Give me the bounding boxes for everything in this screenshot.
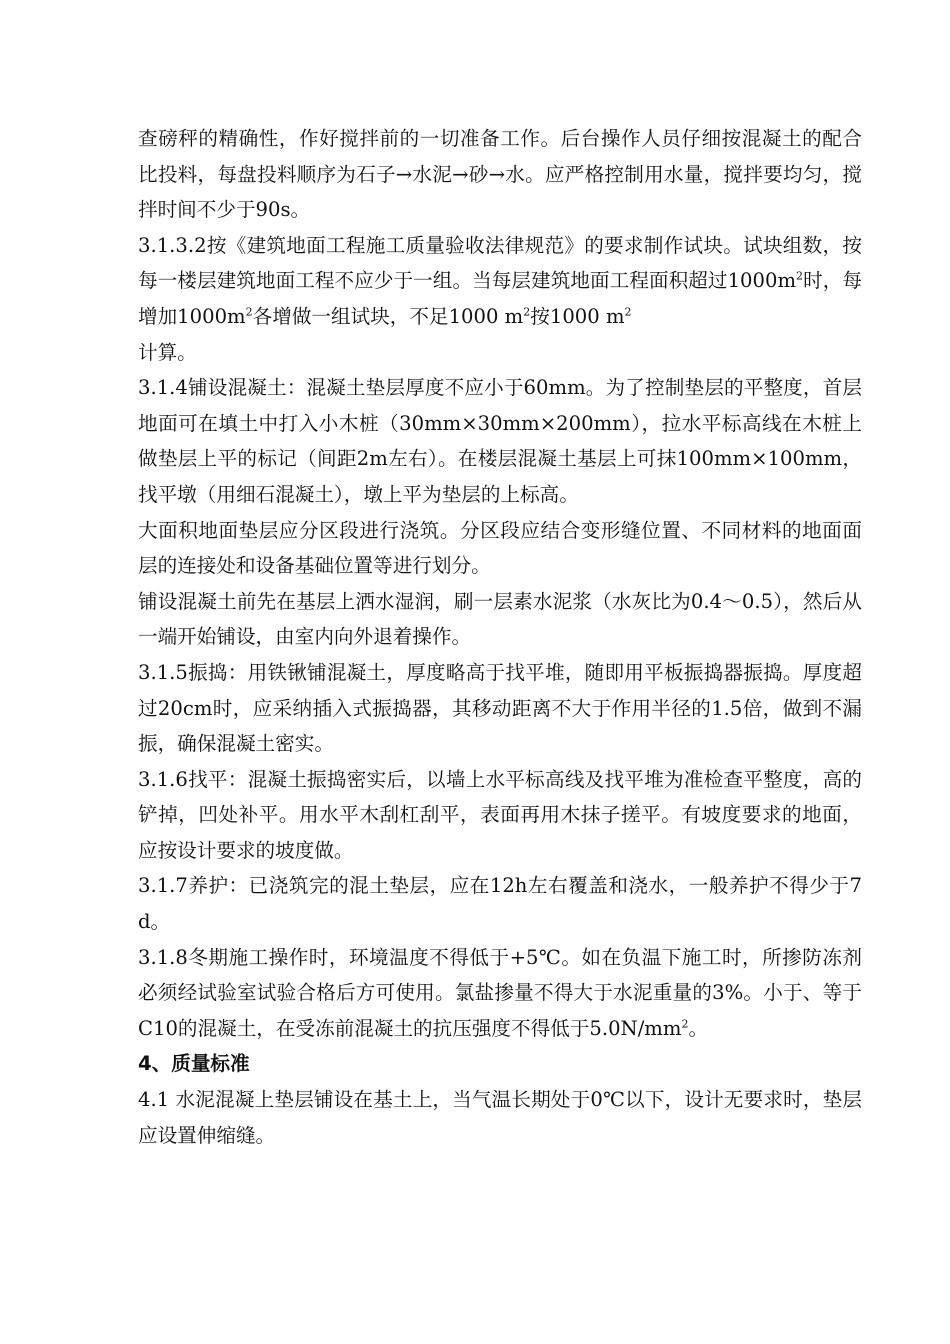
paragraph-text: 3.1.4铺设混凝土：混凝土垫层厚度不应小于60mm。为了控制垫层的平整度，首层地面可在填土中打入小木桩（30mm×30mm×200mm），拉水平标高线在木桩上做垫层上平的标记（间距2m左右）。在楼层混凝土基层上可抹100mm×100mm，找平墩（用细石混凝土），墩上平为垫层的上标高。: [138, 376, 862, 506]
superscript-square: 2: [681, 1017, 689, 1031]
paragraph-winter-construction: [138, 940, 862, 1047]
paragraph-text: 大面积地面垫层应分区段进行浇筑。分区段应结合变形缝位置、不同材料的地面面层的连接处和设备基础位置等进行划分。: [138, 518, 862, 578]
paragraph-text: 时，每增加1000m: [138, 269, 862, 328]
paragraph-test-block: [138, 228, 862, 370]
superscript-square: 2: [796, 269, 804, 283]
heading-text: 4、质量标准: [138, 1052, 250, 1076]
paragraph-curing: [138, 868, 862, 939]
paragraph-text: 3.1.8冬期施工操作时，环境温度不得低于+5℃。如在负温下施工时，所掺防冻剂必须经试验室试验合格后方可使用。氯盐掺量不得大于水泥重量的3%。小于、等于C10的混凝土，在受冻前混凝土的抗压强度不得低于5.0N/mm: [138, 945, 862, 1040]
paragraph-text: 查磅秤的精确性，作好搅拌前的一切准备工作。后台操作人员仔细按混凝土的配合比投料，每盘投料顺序为石子→水泥→砂→水。应严格控制用水量，搅拌要均匀，搅拌时间不少于90s。: [138, 127, 862, 222]
paragraph-text: 按1000 m: [530, 304, 625, 328]
paragraph-leveling: [138, 762, 862, 869]
superscript-square: 2: [523, 305, 531, 319]
paragraph-large-area: [138, 513, 862, 584]
paragraph-pre-laying: [138, 584, 862, 655]
superscript-square: 2: [245, 305, 253, 319]
paragraph-laying-concrete: [138, 370, 862, 512]
paragraph-text: 计算。: [138, 340, 197, 364]
document-page: [138, 121, 862, 1153]
paragraph-text: 3.1.3.2按《建筑地面工程施工质量验收法律规范》的要求制作试块。试块组数，按每一楼层建筑地面工程不应少于一组。当每层建筑地面工程面积超过1000m: [138, 233, 862, 293]
superscript-square: 2: [624, 305, 632, 319]
paragraph-text: 4.1 水泥混凝上垫层铺设在基土上，当气温长期处于0℃以下，设计无要求时，垫层应设置伸缩缝。: [138, 1088, 862, 1147]
paragraph-text: 各增做一组试块，不足1000 m: [252, 304, 524, 328]
paragraph-mixing-prep: [138, 121, 862, 228]
paragraph-text: 铺设混凝土前先在基层上洒水湿润，刷一层素水泥浆（水灰比为0.4～0.5），然后从一端开始铺设，由室内向外退着操作。: [138, 589, 862, 649]
paragraph-text: 3.1.6找平：混凝土振捣密实后，以墙上水平标高线及找平堆为准检查平整度，高的铲掉，凹处补平。用水平木刮杠刮平，表面再用木抹子搓平。有坡度要求的地面，应按设计要求的坡度做。: [138, 767, 862, 862]
paragraph-expansion-joint: [138, 1082, 862, 1153]
paragraph-text: 。: [688, 1016, 709, 1040]
section-heading-quality-standard: [138, 1046, 862, 1082]
paragraph-text: 3.1.7养护：已浇筑完的混土垫层，应在12h左右覆盖和浇水，一般养护不得少于7d。: [138, 874, 862, 934]
paragraph-vibration: [138, 655, 862, 762]
paragraph-text: 3.1.5振捣：用铁锹铺混凝土，厚度略高于找平堆，随即用平板振捣器振捣。厚度超过20cm时，应采纳插入式振捣器，其移动距离不大于作用半径的1.5倍，做到不漏振，确保混凝土密实。: [138, 660, 862, 756]
